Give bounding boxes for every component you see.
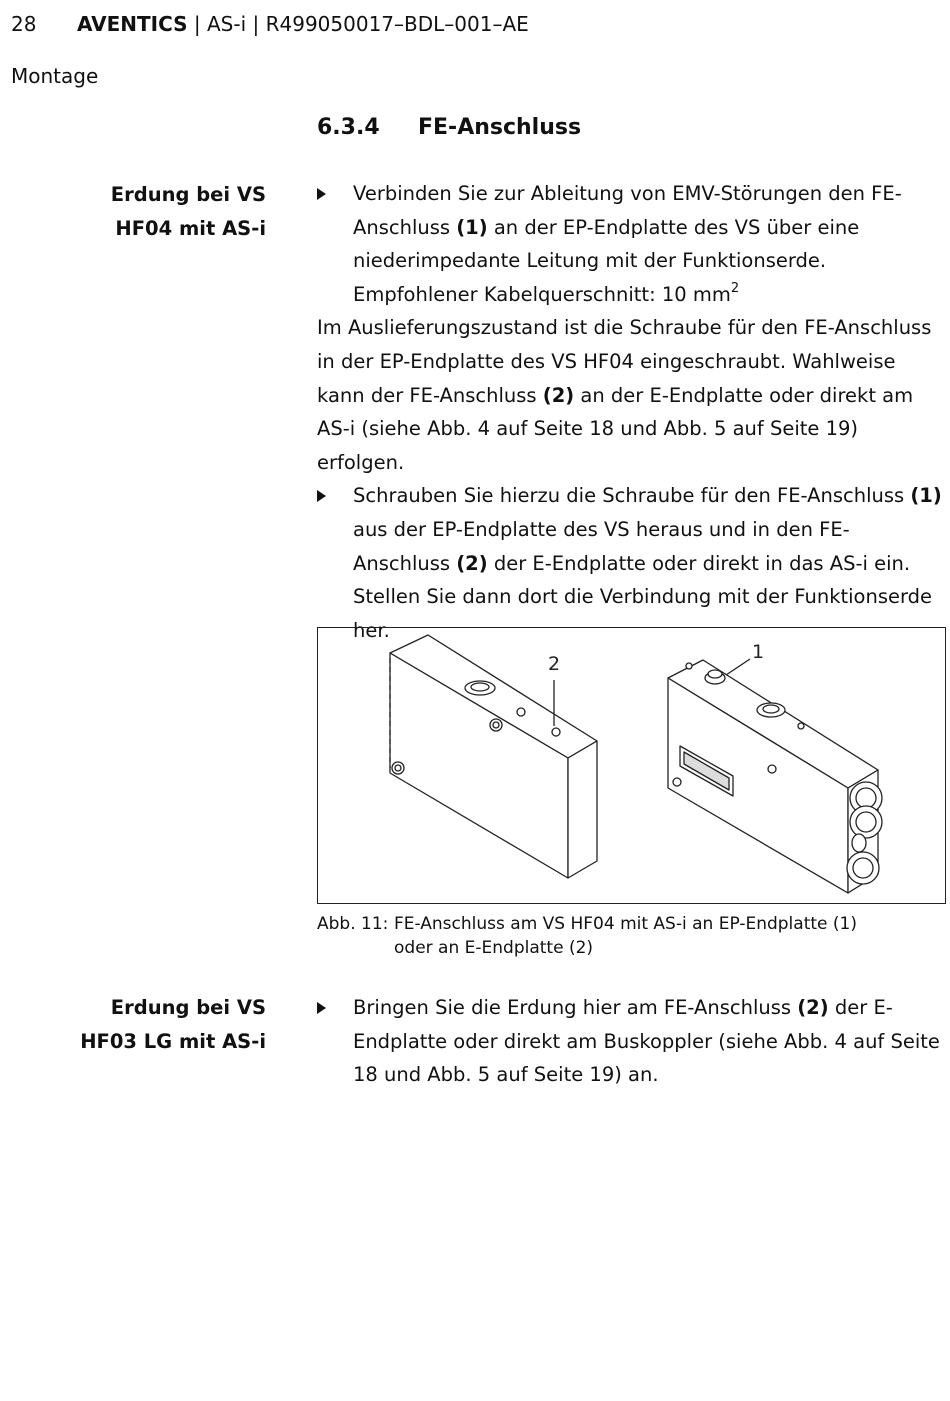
side-heading-hf03 bbox=[40, 991, 266, 1059]
document-id: | AS-i | R499050017–BDL–001–AE bbox=[187, 12, 529, 36]
body-paragraph bbox=[317, 311, 942, 479]
bullet-text: Verbinden Sie zur Ableitung von EMV-Störungen den FE-Anschluss bbox=[353, 182, 902, 239]
bullet-text: Schrauben Sie hierzu die Schraube für den FE-Anschluss bbox=[353, 484, 911, 508]
superscript: 2 bbox=[730, 280, 740, 296]
caption-text: FE-Anschluss am VS HF04 mit AS-i an EP-Endplatte (1) bbox=[394, 914, 857, 934]
instruction-bullet bbox=[317, 479, 942, 647]
reference-number: (2) bbox=[797, 996, 829, 1019]
reference-number: (1) bbox=[910, 484, 942, 508]
side-heading-line: HF04 mit AS-i bbox=[115, 217, 266, 240]
section-title-text: FE-Anschluss bbox=[418, 115, 582, 140]
figure-caption bbox=[317, 912, 857, 960]
bullet-arrow-icon bbox=[317, 188, 326, 200]
bullet-text: der E-Endplatte oder direkt in das AS-i ein. Stellen Sie dann dort die Verbindung mit der Funktionserde her. bbox=[353, 551, 933, 642]
end-plate-illustration bbox=[318, 628, 944, 902]
bullet-text: der E-Endplatte oder direkt am Buskoppler (siehe Abb. 4 auf Seite 18 und Abb. 5 auf Seite 19) an. bbox=[353, 996, 940, 1087]
cable-cross-section: Empfohlener Kabelquerschnitt: 10 mm bbox=[353, 282, 731, 306]
bullet-arrow-icon bbox=[317, 1002, 326, 1014]
body-block-hf04 bbox=[317, 177, 942, 647]
caption-label: Abb. 11: bbox=[317, 914, 389, 934]
ep-end-plate-drawing bbox=[668, 660, 882, 893]
bullet-text: Bringen Sie die Erdung hier am FE-Anschluss bbox=[353, 996, 798, 1019]
section-label: Montage bbox=[11, 64, 99, 88]
paragraph-text: Im Auslieferungszustand ist die Schraube für den FE-Anschluss in der EP-Endplatte des VS HF04 eingeschraubt. Wahlweise kann der FE-Anschluss bbox=[317, 316, 932, 407]
instruction-bullet bbox=[317, 177, 942, 311]
callout-1-label: 1 bbox=[752, 641, 765, 663]
caption-text: oder an E-Endplatte (2) bbox=[394, 938, 594, 958]
side-heading-line: Erdung bei VS bbox=[110, 996, 266, 1019]
body-block-hf03 bbox=[317, 991, 942, 1092]
bullet-arrow-icon bbox=[317, 490, 326, 502]
page-header bbox=[11, 12, 529, 36]
side-heading-line: Erdung bei VS bbox=[110, 183, 266, 206]
callout-2-label: 2 bbox=[548, 653, 561, 675]
side-heading-hf04 bbox=[40, 178, 266, 246]
reference-number: (2) bbox=[456, 551, 488, 575]
brand-name: AVENTICS bbox=[77, 12, 188, 36]
reference-number: (2) bbox=[542, 383, 575, 407]
paragraph-text: an der E-Endplatte oder direkt am AS-i (siehe Abb. 4 auf Seite 18 und Abb. 5 auf Seite 19) erfolgen. bbox=[317, 383, 914, 474]
side-heading-line: HF03 LG mit AS-i bbox=[80, 1030, 266, 1053]
section-number: 6.3.4 bbox=[317, 115, 380, 140]
bullet-text: aus der EP-Endplatte des VS heraus und in den FE-Anschluss bbox=[353, 517, 850, 575]
e-end-plate-drawing bbox=[390, 635, 597, 878]
section-title bbox=[317, 115, 581, 140]
bullet-text: an der EP-Endplatte des VS über eine niederimpedante Leitung mit der Funktionserde. bbox=[353, 215, 860, 273]
callout-leader-1 bbox=[726, 659, 750, 675]
reference-number: (1) bbox=[456, 215, 488, 239]
page-number: 28 bbox=[11, 12, 37, 36]
figure-fe-connection bbox=[317, 627, 946, 904]
instruction-bullet bbox=[317, 991, 942, 1092]
